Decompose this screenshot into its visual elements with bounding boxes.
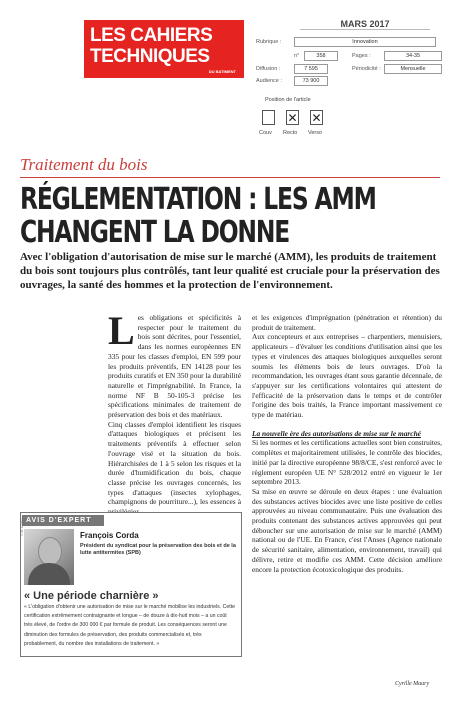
pages-label: Pages :	[352, 52, 371, 59]
expert-photo	[24, 529, 74, 585]
rubrique-value: Innovation	[294, 37, 436, 47]
title-line1: RÉGLEMENTATION : LES AMM	[20, 182, 376, 217]
article-kicker: Traitement du bois	[20, 155, 148, 174]
position-checkbox-verso[interactable]: ✕	[311, 110, 322, 125]
issue-date: MARS 2017	[300, 19, 430, 30]
position-label: Position de l'article	[265, 97, 311, 103]
position-label-verso: Verso	[308, 130, 323, 136]
col1-paragraph-2: Cinq classes d'emploi identifient les risques d'attaques biologiques et précisent les traitements préventifs à effectuer selon l'ouvrage visé et la situation du bois. Hiérarchisées de 1 à 5 selon les risques et la durée d'humidification du bois, chaque classe précise les ouvrages concernés, les types d'attaques (insectes xylophages, champignons de pourriture...), les essences à	[108, 419, 241, 507]
drop-cap: L	[108, 308, 135, 353]
col2-paragraph-3: Si les normes et les certifications actuelles sont bien construites, complètes et majoritairement utilisées, le contrôle des biocides, initié par la directive européenne 98/8/CE, s'est renforcé avec le règlement européen UE N° 528/2012 entré en vigueur le 1er septembre 2013.	[252, 438, 442, 487]
diffusion-label: Diffusion :	[256, 65, 281, 72]
rubrique-label: Rubrique :	[256, 38, 282, 45]
column-2	[252, 313, 442, 574]
title-line2: CHANGENT LA DONNE	[20, 215, 290, 250]
expert-role: Président du syndicat pour la préservation des bois et de la lutte antitermites (SPB)	[80, 543, 236, 556]
column-1	[108, 308, 241, 517]
expert-name: François Corda	[80, 531, 139, 540]
col2-paragraph-1: et les exigences d'imprégnation (pénétration et rétention) du produit de traitement.	[252, 313, 442, 332]
article-lead: Avec l'obligation d'autorisation de mise sur le marché (AMM), les produits de traitement du bois sont toujours plus contrôlés, tant leur qualité est cruciale pour la préservation des ouvrages, la santé des hommes et la protection de l'environnement.	[20, 251, 440, 291]
meta-numero-row	[294, 51, 338, 60]
audience-value: 73 900	[294, 76, 328, 86]
expert-tag: AVIS D'EXPERT	[22, 515, 104, 526]
audience-label: Audience :	[256, 77, 282, 84]
photo-credit: © D. Goiffon	[20, 517, 24, 536]
col2-paragraph-2: Aux concepteurs et aux entreprises – charpentiers, menuisiers, applicateurs – d'évaluer les conditions d'utilisation ainsi que les types et virulences des attaques biologiques auxquelles seront soumis les éléments bois de leurs ouvrages. D'où la recommandation, les ouvrages étant sous garantie décennale, de s'appuyer sur les certifications volontaires qui attestent de l'efficacité de la préservation dans le temps et de contrôler l'origine des bois traités, la France important massivement ce type de matériau.	[252, 332, 442, 420]
kicker-rule	[20, 177, 440, 178]
numero-value: 358	[304, 51, 338, 61]
portrait-head	[38, 537, 62, 566]
portrait-body	[28, 563, 70, 585]
position-label-recto: Recto	[283, 130, 298, 136]
meta-pages-row	[352, 51, 442, 60]
logo-subtitle: DU BATIMENT	[208, 69, 236, 74]
expert-quote-title: « Une période charnière »	[24, 590, 159, 602]
author-signature: Cyrille Maury	[395, 681, 430, 687]
col1-paragraph-1: es obligations et spécificités à respecter pour le traitement du bois sont décrites, pour l'essentiel, dans les normes européennes EN 335 pour les classes d'emploi, EN 599 pour les produits préventifs, EN 14128 pour les produits curatifs et EN 350 pour la durabilité naturelle et l'imprégnabilité. In France, la norme NF B 50-105-3 précise les spécifications minimales de traitement de préservation des bois et des matériaux.	[108, 313, 241, 420]
logo-line2: TECHNIQUES	[90, 46, 210, 67]
meta-audience-row	[256, 76, 328, 85]
position-checkbox-recto[interactable]: ✕	[287, 110, 298, 125]
col2-paragraph-4: Sa mise en œuvre se déroule en deux étapes : une évaluation des substances actives biocides avec une liste positive de celles approuvées au niveau communautaire. Puis une évaluation des produits contenant des substances actives approuvées qui peut déboucher sur une autorisation de mise sur le marché (AMM) national ou de l'UE. En France, c'est l'Anses (Agence nationale de sécurité sanitaire, alimentation, environnement, travail) qui délivre, retire et modifie ces AMM. Cette décision améliore encore la protection écotoxicologique des produits.	[252, 486, 442, 574]
logo-line1: LES CAHIERS	[90, 25, 213, 46]
pages-value: 34-35	[384, 51, 442, 61]
article-title	[20, 183, 441, 249]
section-subhead: La nouvelle ère des autorisations de mise sur le marché	[252, 428, 421, 438]
diffusion-value: 7 595	[294, 64, 328, 74]
periodicite-value: Mensuelle	[384, 64, 442, 74]
periodicite-label: Périodicité :	[352, 65, 381, 72]
meta-periodicite-row	[352, 64, 442, 73]
position-checkbox-couv[interactable]	[262, 110, 275, 125]
meta-diffusion-row	[256, 64, 328, 73]
publication-logo	[84, 20, 244, 78]
position-label-couv: Couv	[259, 130, 272, 136]
meta-rubrique-row	[256, 37, 436, 46]
expert-quote-text: « L'obligation d'obtenir une autorisation de mise sur le marché mobilise les industriels. Cette certification extrêmement contraignante et longue – de douze à dix-huit mois – a un coût très élevé, de l'ordre de 300 000 € par formule de produit. Les conséquences seront une diminution des formules de préservation, des produits commercialisés et, très probablement, du nombre des installations de traitement. »	[24, 604, 236, 647]
numero-label: n°	[294, 52, 300, 59]
